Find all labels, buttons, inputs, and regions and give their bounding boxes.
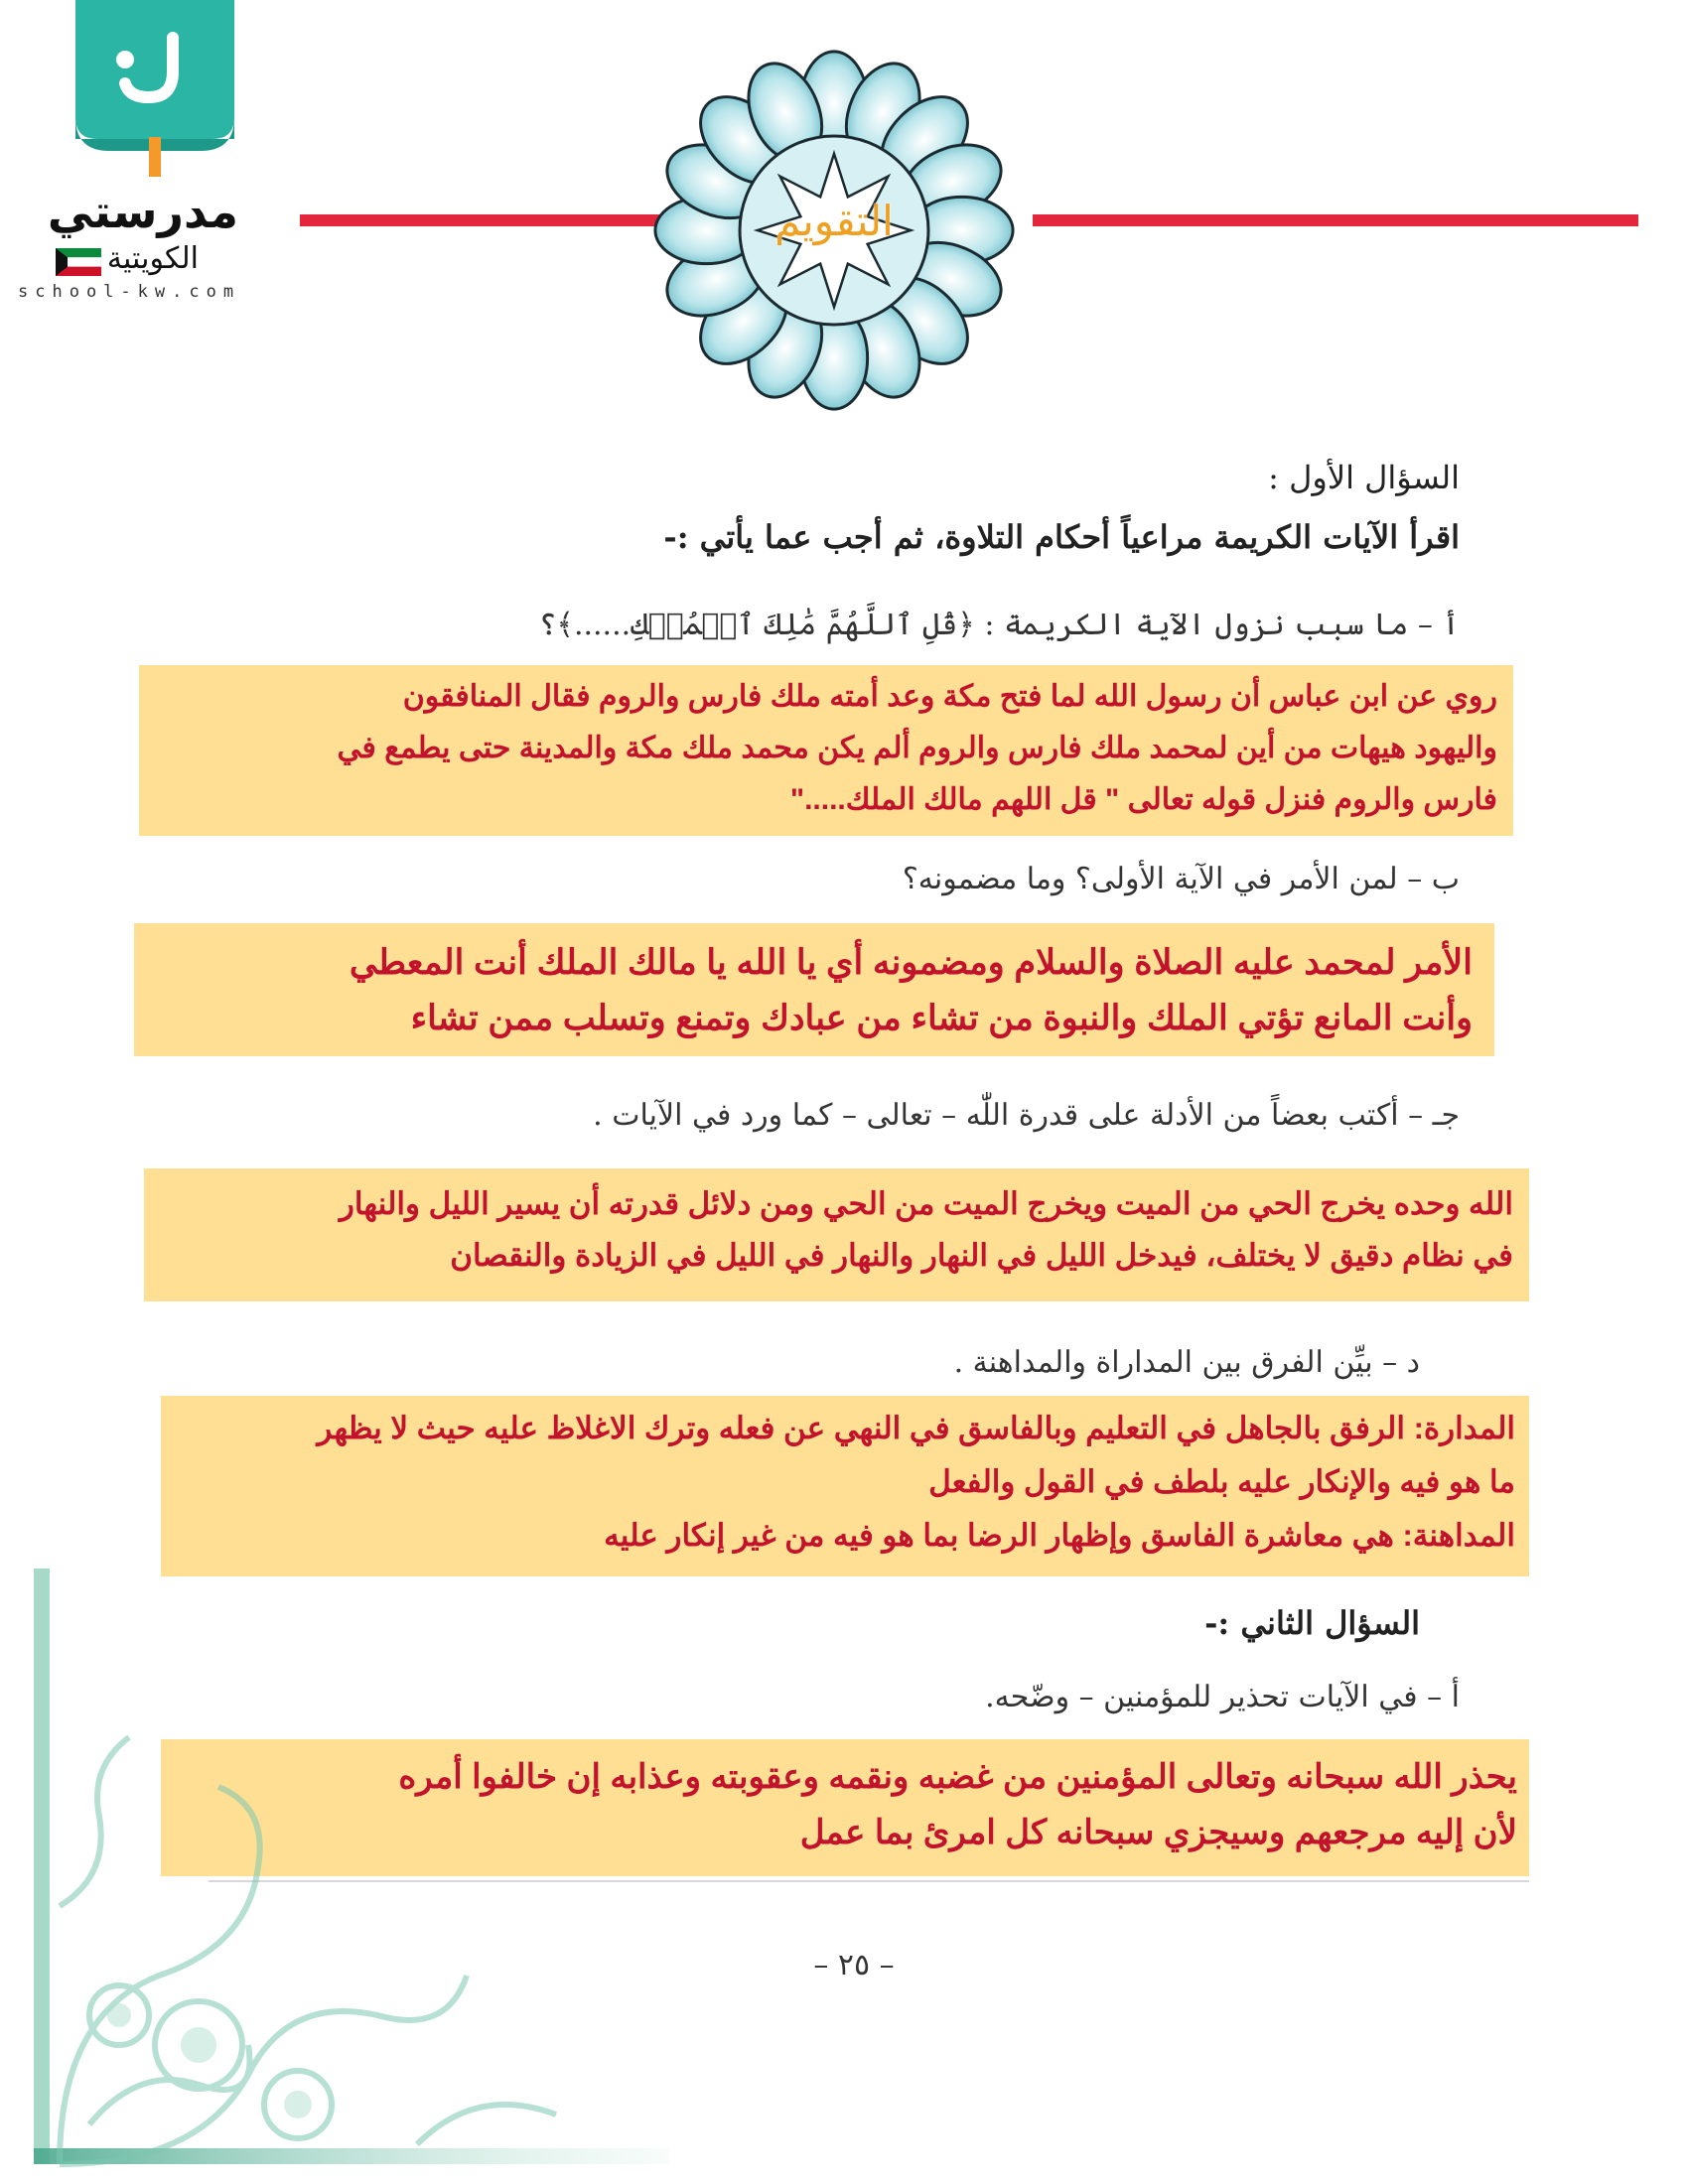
answer-line: روي عن ابن عباس أن رسول الله لما فتح مكة وعد أمته ملك فارس والروم فقال المنافقون xyxy=(402,680,1497,713)
school-logo-icon xyxy=(70,0,240,177)
question1-item-c-prompt: جـ – أكتب بعضاً من الأدلة على قدرة اللّٰه – تعالى – كما ورد في الآيات . xyxy=(593,1098,1460,1133)
answer-line: واليهود هيهات من أين لمحمد ملك فارس والروم ألم يكن محمد ملك مكة والمدينة حتى يطمع في xyxy=(337,732,1497,764)
answer-line: الله وحده يخرج الحي من الميت ويخرج الميت من الحي ومن دلائل قدرته أن يسير الليل والنهار xyxy=(339,1186,1513,1221)
question2-item-a-prompt: أ – في الآيات تحذير للمؤمنين – وضّحه. xyxy=(985,1680,1460,1714)
logo-url: school-kw.com xyxy=(18,282,241,302)
answer-line: المداهنة: هي معاشرة الفاسق وإظهار الرضا بما هو فيه من غير إنكار عليه xyxy=(604,1518,1515,1553)
answer-line: لأن إليه مرجعهم وسيجزي سبحانه كل امرئ بما عمل xyxy=(799,1814,1517,1851)
header-line-left xyxy=(300,214,677,226)
question1-item-b-prompt: ب – لمن الأمر في الآية الأولى؟ وما مضمونه؟ xyxy=(902,862,1460,896)
question1-item-b-answer xyxy=(134,923,1494,1056)
logo-subtitle: الكويتية xyxy=(106,241,199,276)
answer-line: فارس والروم فنزل قوله تعالى " قل اللهم مالك الملك....." xyxy=(789,783,1497,816)
question1-item-c-answer xyxy=(144,1168,1529,1301)
header-line-right xyxy=(1033,214,1638,226)
answer-line: يحذر الله سبحانه وتعالى المؤمنين من غضبه ونقمه وعقوبته وعذابه إن خالفوا أمره xyxy=(398,1758,1517,1796)
question2-heading: السؤال الثاني :- xyxy=(1204,1604,1420,1642)
logo-name: مدرستي xyxy=(47,185,238,238)
answer-line: الأمر لمحمد عليه الصلاة والسلام ومضمونه أي يا الله يا مالك الملك أنت المعطي xyxy=(349,943,1473,982)
answer-line: ما هو فيه والإنكار عليه بلطف في القول والفعل xyxy=(928,1464,1515,1499)
answer-line: في نظام دقيق لا يختلف، فيدخل الليل في النهار والنهار في الليل في الزيادة والنقصان xyxy=(450,1238,1513,1273)
question1-heading: السؤال الأول : xyxy=(1268,459,1460,496)
corner-ornament-icon xyxy=(0,1549,695,2184)
answer-line: المدارة: الرفق بالجاهل في التعليم وبالفاسق في النهي عن فعله وترك الاغلاظ عليه حيث لا يظهر xyxy=(317,1411,1515,1445)
section-title: التقويم xyxy=(774,197,894,245)
question1-item-a-prompt: أ – ما سبب نزول الآية الكريمة : ﴿قُلِ ٱللَّهُمَّ مَٰلِكَ ٱلۡمُلۡكِ......﴾؟ xyxy=(538,608,1460,642)
question1-item-d-prompt: د – بيِّن الفرق بين المداراة والمداهنة . xyxy=(953,1345,1420,1380)
question1-item-a-answer xyxy=(139,665,1513,836)
question1-instruction: اقرأ الآيات الكريمة مراعياً أحكام التلاوة، ثم أجب عما يأتي :- xyxy=(663,518,1460,556)
answer-line: وأنت المانع تؤتي الملك والنبوة من تشاء من عبادك وتمنع وتسلب ممن تشاء xyxy=(410,999,1473,1037)
page-number: – ٢٥ – xyxy=(813,1948,895,1982)
